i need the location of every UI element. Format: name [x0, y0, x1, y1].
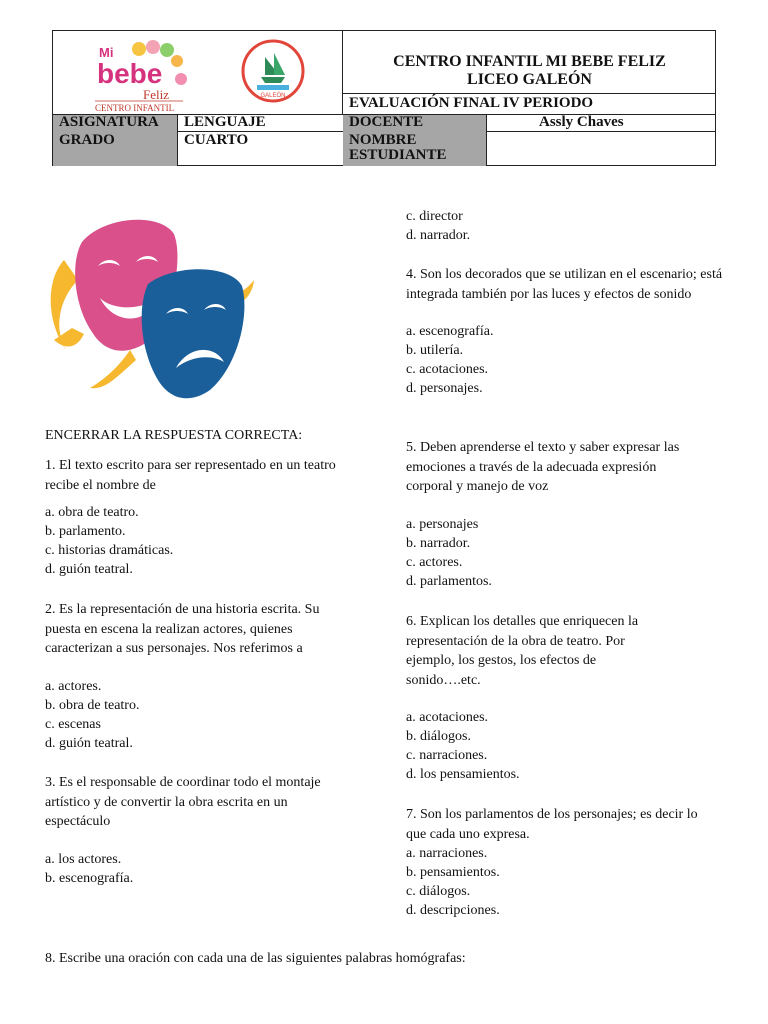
evaluation-title: EVALUACIÓN FINAL IV PERIODO: [349, 95, 594, 111]
option-5d[interactable]: d. parlamentos.: [406, 573, 492, 589]
svg-text:CENTRO INFANTIL: CENTRO INFANTIL: [95, 103, 175, 113]
option-7b[interactable]: b. pensamientos.: [406, 865, 500, 880]
option-1b[interactable]: b. parlamento.: [45, 524, 126, 539]
option-3b[interactable]: b. escenografía.: [45, 870, 134, 886]
question-text: 3. Es el responsable de coordinar todo el montaje artístico y de convertir la obra escrita en un espectáculo: [45, 775, 321, 829]
option-2a[interactable]: a. actores.: [45, 678, 102, 694]
theater-masks-illustration: [44, 210, 260, 406]
option-6c[interactable]: c. narraciones.: [406, 748, 488, 763]
option-2d[interactable]: d. guión teatral.: [45, 735, 133, 751]
option-5c[interactable]: c. actores.: [406, 554, 463, 570]
option-4c[interactable]: c. acotaciones.: [406, 362, 489, 377]
question-7: [406, 805, 716, 920]
option-6b[interactable]: b. diálogos.: [406, 729, 471, 744]
question-3-continued: [406, 207, 726, 245]
school-line-1: CENTRO INFANTIL MI BEBE FELIZ: [393, 53, 666, 70]
instruction: ENCERRAR LA RESPUESTA CORRECTA:: [45, 428, 303, 443]
docente-value: Assly Chaves: [539, 114, 624, 130]
mi-bebe-feliz-logo: [93, 35, 193, 113]
grado-label: GRADO: [59, 132, 115, 148]
option-3c[interactable]: c. director: [406, 209, 463, 224]
question-2: [45, 600, 350, 753]
option-5a[interactable]: a. personajes: [406, 516, 479, 532]
question-text: 5. Deben aprenderse el texto y saber expresar las emociones a través de la adecuada expresión corporal y manejo de voz: [406, 440, 680, 494]
docente-label: DOCENTE: [349, 114, 424, 130]
svg-text:Feliz: Feliz: [143, 87, 169, 102]
question-3: [45, 773, 345, 888]
option-7c[interactable]: c. diálogos.: [406, 884, 471, 899]
option-2b[interactable]: b. obra de teatro.: [45, 697, 140, 713]
question-4: [406, 265, 726, 398]
option-3a[interactable]: a. los actores.: [45, 851, 122, 867]
svg-text:GALEÓN: GALEÓN: [260, 93, 286, 99]
option-6a[interactable]: a. acotaciones.: [406, 710, 489, 725]
question-text: 2. Es la representación de una historia escrita. Su puesta en escena la realizan actores, quienes caracterizan a sus personajes. Nos referimos a: [45, 602, 320, 656]
question-text: 6. Explican los detalles que enriquecen la representación de la obra de teatro. Por ejemplo, los gestos, los efectos de sonido….etc.: [406, 614, 639, 688]
question-text: 7. Son los parlamentos de los personajes; es decir lo que cada uno expresa.: [406, 807, 698, 842]
option-7d[interactable]: d. descripciones.: [406, 903, 500, 918]
option-1d[interactable]: d. guión teatral.: [45, 562, 133, 577]
question-6: [406, 612, 666, 784]
question-5: [406, 438, 706, 591]
grado-value: CUARTO: [184, 132, 249, 148]
asignatura-label: ASIGNATURA: [59, 114, 159, 130]
option-7a[interactable]: a. narraciones.: [406, 846, 488, 861]
question-8: 8. Escribe una oración con cada una de las siguientes palabras homógrafas:: [45, 951, 466, 966]
logo-cell: [53, 31, 343, 114]
question-text: 1. El texto escrito para ser representado en un teatro recibe el nombre de: [45, 458, 336, 493]
svg-text:bebe: bebe: [97, 58, 163, 89]
svg-text:Mi: Mi: [99, 45, 114, 60]
option-1a[interactable]: a. obra de teatro.: [45, 505, 139, 520]
option-4a[interactable]: a. escenografía.: [406, 324, 494, 339]
option-2c[interactable]: c. escenas: [45, 716, 101, 732]
option-3d[interactable]: d. narrador.: [406, 228, 471, 243]
school-line-2: LICEO GALEÓN: [467, 71, 592, 88]
nombre-estudiante-label: NOMBRE ESTUDIANTE: [349, 132, 447, 163]
option-4d[interactable]: d. personajes.: [406, 381, 483, 396]
option-4b[interactable]: b. utilería.: [406, 343, 464, 358]
header-table: [52, 30, 716, 166]
nombre-estudiante-field[interactable]: [487, 132, 716, 166]
school-name: [343, 31, 716, 93]
galeon-logo: [241, 39, 305, 103]
asignatura-value: LENGUAJE: [184, 114, 266, 130]
option-5b[interactable]: b. narrador.: [406, 535, 471, 551]
question-1: [45, 456, 345, 579]
option-6d[interactable]: d. los pensamientos.: [406, 767, 520, 782]
question-text: 4. Son los decorados que se utilizan en el escenario; está integrada también por las luces y efectos de sonido: [406, 267, 723, 302]
option-1c[interactable]: c. historias dramáticas.: [45, 543, 174, 558]
